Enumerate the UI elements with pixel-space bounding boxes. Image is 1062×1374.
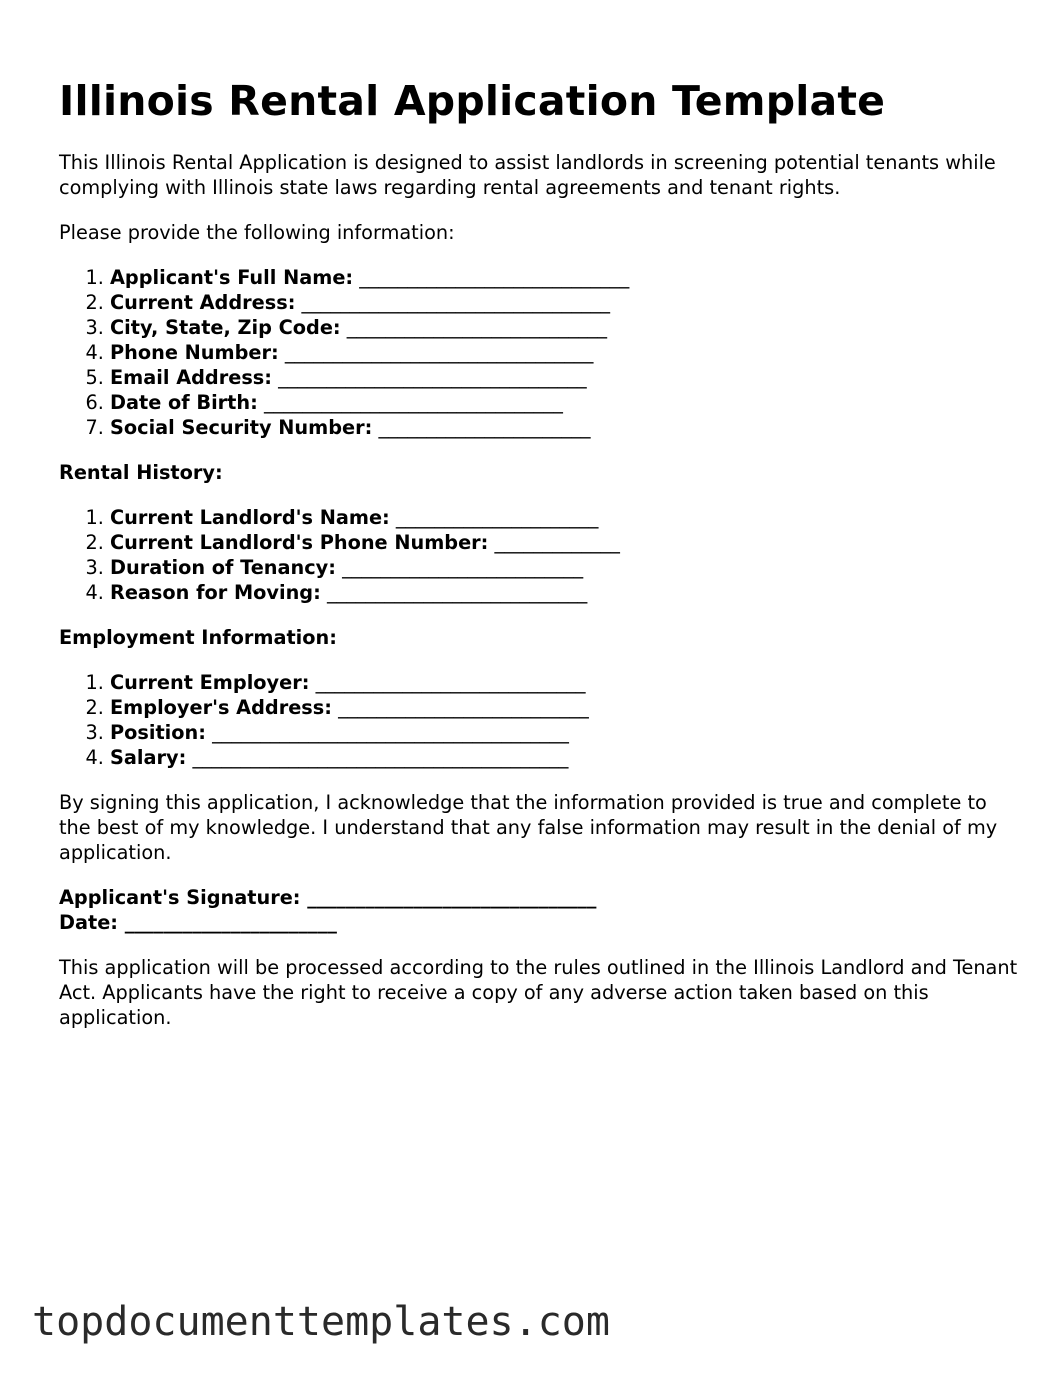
field-label: Social Security Number:: [110, 416, 373, 439]
field-blank: __________________________: [338, 696, 589, 719]
acknowledgement-paragraph: By signing this application, I acknowledge that the information provided is true and complete to the best of my knowledge. I understand that any false information may result in the denial of my application.: [59, 791, 998, 864]
field-label: Employer's Address:: [110, 696, 332, 719]
field-label: Email Address:: [110, 366, 272, 389]
list-item: [110, 530, 1019, 555]
signature-blank: ______________________________: [307, 886, 597, 909]
instruction-text: Please provide the following information:: [59, 221, 455, 244]
field-blank: _________________________: [342, 556, 584, 579]
list-item: [110, 365, 1019, 390]
field-label: City, State, Zip Code:: [110, 316, 341, 339]
list-item: [110, 580, 1019, 605]
date-blank: ______________________: [124, 911, 337, 934]
employment-heading: Employment Information:: [59, 626, 337, 649]
signature-block: [59, 885, 1019, 935]
closing-paragraph: This application will be processed according to the rules outlined in the Illinois Landlord and Tenant Act. Applicants have the right to receive a copy of any adverse action taken based on this application.: [59, 956, 1018, 1029]
field-label: Current Address:: [110, 291, 296, 314]
date-label: Date:: [59, 911, 119, 934]
field-blank: ________________________________: [284, 341, 594, 364]
list-item: [110, 505, 1019, 530]
field-blank: ___________________________: [346, 316, 608, 339]
signature-label: Applicant's Signature:: [59, 886, 301, 909]
list-item: [110, 720, 1019, 745]
field-blank: _____________________: [395, 506, 599, 529]
employment-list: [59, 670, 1019, 770]
field-label: Applicant's Full Name:: [110, 266, 354, 289]
field-label: Current Employer:: [110, 671, 310, 694]
document-page: [59, 74, 1019, 1050]
field-label: Date of Birth:: [110, 391, 258, 414]
field-blank: ________________________________: [278, 366, 587, 389]
field-blank: ___________________________: [326, 581, 588, 604]
rental-history-heading: Rental History:: [59, 461, 223, 484]
field-blank: ____________________________: [359, 266, 630, 289]
field-blank: _____________: [494, 531, 620, 554]
document-title: Illinois Rental Application Template: [59, 77, 886, 125]
list-item: [110, 315, 1019, 340]
field-label: Current Landlord's Name:: [110, 506, 390, 529]
field-label: Reason for Moving:: [110, 581, 321, 604]
list-item: [110, 555, 1019, 580]
list-item: [110, 695, 1019, 720]
field-blank: _______________________________________: [192, 746, 569, 769]
list-item: [110, 745, 1019, 770]
list-item: [110, 340, 1019, 365]
field-blank: _______________________________: [263, 391, 563, 414]
date-line: [59, 910, 1019, 935]
field-blank: ________________________________: [301, 291, 611, 314]
field-blank: ____________________________: [315, 671, 586, 694]
applicant-fields-list: [59, 265, 1019, 440]
field-blank: ______________________: [378, 416, 591, 439]
field-label: Current Landlord's Phone Number:: [110, 531, 489, 554]
field-label: Position:: [110, 721, 206, 744]
field-blank: _____________________________________: [212, 721, 569, 744]
list-item: [110, 670, 1019, 695]
rental-history-list: [59, 505, 1019, 605]
field-label: Phone Number:: [110, 341, 279, 364]
list-item: [110, 290, 1019, 315]
watermark-text: topdocumenttemplates.com: [32, 1299, 610, 1345]
intro-paragraph: This Illinois Rental Application is designed to assist landlords in screening potential tenants while complying with Illinois state laws regarding rental agreements and tenant rights.: [59, 151, 996, 199]
list-item: [110, 415, 1019, 440]
signature-line: [59, 885, 1019, 910]
list-item: [110, 390, 1019, 415]
field-label: Duration of Tenancy:: [110, 556, 336, 579]
field-label: Salary:: [110, 746, 187, 769]
list-item: [110, 265, 1019, 290]
